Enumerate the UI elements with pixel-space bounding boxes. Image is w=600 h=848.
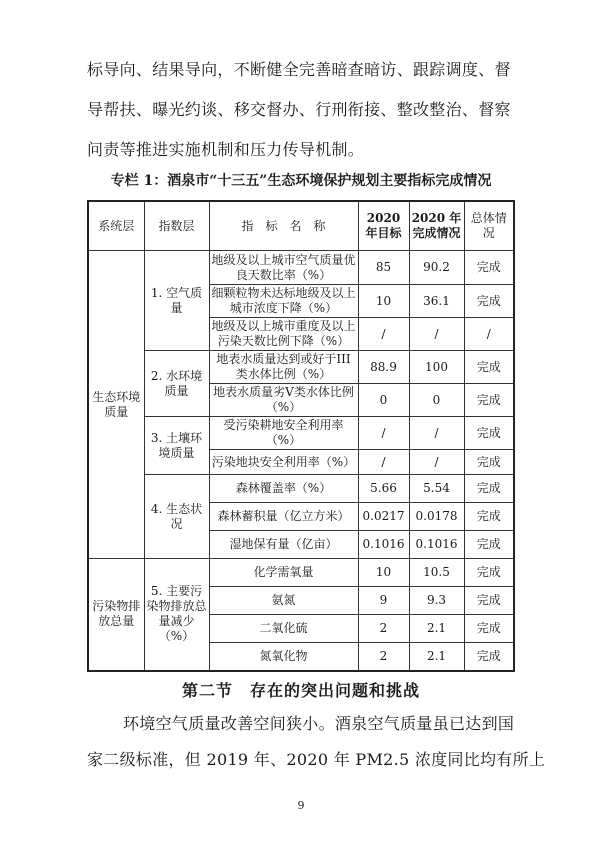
status-value: 完成 — [464, 384, 514, 417]
actual-value: 9.3 — [409, 587, 464, 615]
target-value: / — [358, 318, 409, 351]
intro-line: 问责等推进实施机制和压力传导机制。 — [87, 140, 365, 159]
system-cell: 污染物排放总量 — [88, 559, 144, 671]
table-row — [88, 559, 514, 587]
target-value: 10 — [358, 285, 409, 318]
target-value: 2 — [358, 643, 409, 671]
table-row — [88, 417, 514, 450]
section-heading: 第二节 存在的突出问题和挑战 — [181, 680, 420, 700]
status-value: 完成 — [464, 251, 514, 285]
indicator-name: 二氧化硫 — [209, 615, 358, 643]
target-value: 85 — [358, 251, 409, 285]
status-value: 完成 — [464, 417, 514, 450]
indicator-name: 地表水质量劣Ⅴ类水体比例（%） — [209, 384, 358, 417]
status-value: 完成 — [464, 475, 514, 503]
indicator-name: 受污染耕地安全利用率（%） — [209, 417, 358, 450]
header-cell: 总体情况 — [464, 201, 514, 251]
actual-value: 2.1 — [409, 615, 464, 643]
group-cell: 1. 空气质量 — [144, 251, 209, 351]
header-cell: 系统层 — [88, 201, 144, 251]
actual-value: 100 — [409, 351, 464, 384]
target-value: / — [358, 450, 409, 475]
indicator-name: 森林蓄积量（亿立方米） — [209, 503, 358, 531]
header-cell: 指 标 名 称 — [209, 201, 358, 251]
indicator-name: 细颗粒物未达标地级及以上城市浓度下降（%） — [209, 285, 358, 318]
paragraph-line: 家二级标准，但 2019 年、2020 年 PM2.5 浓度同比均有所上 — [87, 749, 546, 769]
group-cell: 3. 土壤环境质量 — [144, 417, 209, 475]
table-row — [88, 475, 514, 503]
target-value: 0.0217 — [358, 503, 409, 531]
indicator-name: 湿地保有量（亿亩） — [209, 531, 358, 559]
status-value: 完成 — [464, 615, 514, 643]
actual-value: / — [409, 450, 464, 475]
target-value: 0.1016 — [358, 531, 409, 559]
status-value: 完成 — [464, 531, 514, 559]
header-cell: 指数层 — [144, 201, 209, 251]
indicator-name: 氮氧化物 — [209, 643, 358, 671]
table-row — [88, 251, 514, 285]
actual-value: 36.1 — [409, 285, 464, 318]
status-value: 完成 — [464, 285, 514, 318]
system-cell: 生态环境质量 — [88, 251, 144, 559]
table-header-row — [88, 201, 514, 251]
status-value: 完成 — [464, 450, 514, 475]
actual-value: 5.54 — [409, 475, 464, 503]
actual-value: 0 — [409, 384, 464, 417]
group-cell: 5. 主要污染物排放总量减少（%） — [144, 559, 209, 671]
actual-value: 0.0178 — [409, 503, 464, 531]
table-caption: 专栏 1：酒泉市“十三五”生态环境保护规划主要指标完成情况 — [110, 173, 492, 189]
target-value: 5.66 — [358, 475, 409, 503]
intro-line: 标导向、结果导向，不断健全完善暗查暗访、跟踪调度、督 — [87, 60, 511, 79]
indicator-name: 地级及以上城市空气质量优良天数比率（%） — [209, 251, 358, 285]
status-value: 完成 — [464, 643, 514, 671]
group-cell: 2. 水环境质量 — [144, 351, 209, 417]
target-value: 2 — [358, 615, 409, 643]
target-value: 10 — [358, 559, 409, 587]
actual-value: 90.2 — [409, 251, 464, 285]
table-row — [88, 351, 514, 384]
target-value: 0 — [358, 384, 409, 417]
header-cell: 2020 年目标 — [358, 201, 409, 251]
intro-line: 导帮扶、曝光约谈、移交督办、行刑衔接、整改整治、督察 — [87, 100, 511, 119]
page-body — [87, 50, 546, 814]
actual-value: 10.5 — [409, 559, 464, 587]
target-value: 88.9 — [358, 351, 409, 384]
indicator-name: 氨氮 — [209, 587, 358, 615]
group-cell: 4. 生态状况 — [144, 475, 209, 559]
actual-value: / — [409, 417, 464, 450]
target-value: / — [358, 417, 409, 450]
actual-value: / — [409, 318, 464, 351]
indicator-name: 化学需氧量 — [209, 559, 358, 587]
status-value: 完成 — [464, 559, 514, 587]
indicator-name: 地表水质量达到或好于III类水体比例（%） — [209, 351, 358, 384]
indicator-table — [87, 200, 515, 672]
status-value: 完成 — [464, 351, 514, 384]
indicator-name: 污染地块安全利用率（%） — [209, 450, 358, 475]
header-cell: 2020 年完成情况 — [409, 201, 464, 251]
paragraph-line: 环境空气质量改善空间狭小。酒泉空气质量虽已达到国 — [123, 713, 515, 733]
status-value: / — [464, 318, 514, 351]
indicator-name: 森林覆盖率（%） — [209, 475, 358, 503]
target-value: 9 — [358, 587, 409, 615]
actual-value: 2.1 — [409, 643, 464, 671]
indicator-name: 地级及以上城市重度及以上污染天数比例下降（%） — [209, 318, 358, 351]
status-value: 完成 — [464, 587, 514, 615]
page-number: 9 — [297, 798, 305, 812]
status-value: 完成 — [464, 503, 514, 531]
actual-value: 0.1016 — [409, 531, 464, 559]
